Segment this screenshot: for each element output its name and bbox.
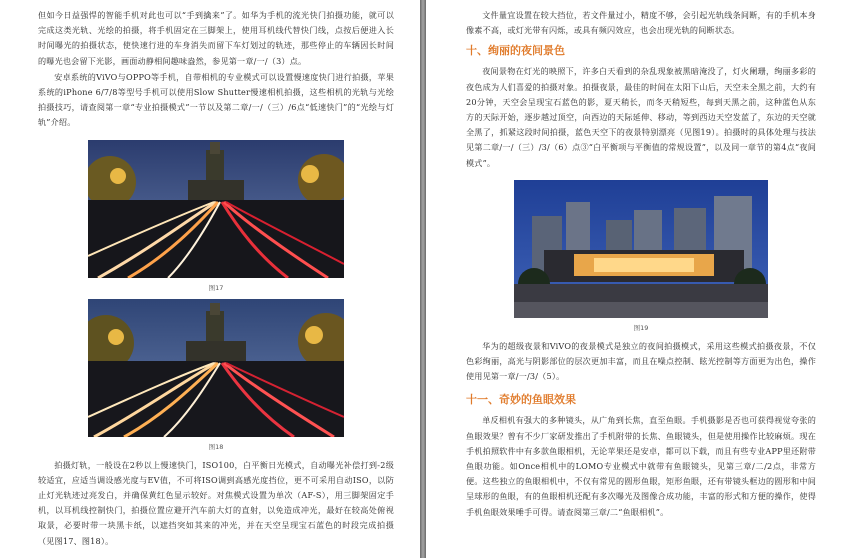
left-page bbox=[0, 0, 420, 558]
figure-18-caption: 图18 bbox=[208, 442, 224, 451]
right-paragraph-1: 文件量宜设置在较大挡位，若文件量过小，精度不够，会引起光轨线条间断，有的手机本身像素不高，或灯光带有闪烁，或具有频闪效应，也会出现光轨的间断状态。 bbox=[466, 10, 816, 36]
left-paragraph-2: 安卓系统的ViVO与OPPO等手机，自带相机的专业模式可以设置慢速度快门进行拍摄，苹果系统的iPhone 6/7/8等型号手机可以使用Slow Shutter慢速相机拍摄，这些相机的光轨与光绘拍摄技巧，请查阅第一章“专业拍摄模式”一节以及第二章/一/（三）/6点“低速快门”的“光绘与灯轨”介绍。 bbox=[38, 71, 394, 128]
left-paragraph-1: 但如今日益强悍的智能手机对此也可以“手到擒来”了。如华为手机的流光快门拍摄功能，就可以完成这类光轨、光绘的拍摄，将手机固定在三脚架上，使用耳机线代替快门线，点按后便进入长时间曝光的拍摄状态，使快速行进的车身消失而留下车灯划过的轨迹，那些停止的车辆因长时间的曝光也会留下光影，画面动静相间趣味盎然，参见第一章/一/（3）点。 bbox=[38, 10, 394, 66]
right-paragraph-3: 华为的超级夜景和ViVO的夜景模式是独立的夜间拍摄模式，采用这些模式拍摄夜景，不仅色彩绚丽，高光与阴影部位的层次更加丰富，而且在噪点控制、眩光控制等方面更为出色，操作使用见第一章/一/3/（5）。 bbox=[466, 340, 816, 382]
figure-18 bbox=[38, 299, 394, 452]
section-11-title: 十一、奇妙的鱼眼效果 bbox=[466, 393, 576, 407]
right-page bbox=[426, 0, 846, 558]
figure-19-caption: 图19 bbox=[633, 323, 649, 332]
right-paragraph-2: 夜间景物在灯光的映照下，许多白天看到的杂乱现象被黑暗淹没了，灯火阑珊，绚丽多彩的夜色成为人们喜爱的拍摄对象。拍摄夜景，最佳的时间在太阳下山后，天空未全黑之前，大约有20分钟，天空会呈现宝石蓝色的影，夏天稍长，而冬天稍短些，每到天黑之前，这种蓝色从东方的天际开始，逐步越过顶空，向西边的天际延伸、移动，等到西边天空发蓝了，东边的天空就全黑了，抓紧这段时间拍摄，蓝色天空下的夜景特别漂亮（见图19）。拍摄时的具体处理与技法见第二章/一/（三）/3/（6）点③“白平衡项与平衡值的常规设置”，以及同一章节的第4点“夜间模式”。 bbox=[466, 66, 816, 168]
right-paragraph-4: 单反相机有强大的多种镜头，从广角到长焦，直至鱼眼。手机摄影是否也可获得视觉夸张的鱼眼效果？曾有不少厂家研发推出了手机附带的长焦、鱼眼镜头，但是使用操作比较麻烦。现在手机拍照软件中有多款鱼眼相机，无论苹果还是安卓，都可以下载，而且有些专业APP里还附带鱼眼功能。如Once相机中的LOMO专业模式中就带有鱼眼镜头，见第三章/二/2点，非常方便。这些独立的鱼眼相机中，不仅有常见的圆形鱼眼，矩形鱼眼，还有带镜头框边的圆形和中间呈球形的鱼眼，有的鱼眼相机还配有多次曝光及图像合成功能，丰富的形式和方便的操作，使得手机鱼眼效果唾手可得。请查阅第三章/二“鱼眼相机”。 bbox=[466, 415, 816, 517]
light-trails-photo-1 bbox=[88, 140, 344, 278]
night-city-photo bbox=[514, 180, 768, 318]
figure-19 bbox=[466, 180, 816, 333]
light-trails-photo-2 bbox=[88, 299, 344, 437]
left-paragraph-3: 拍摄灯轨，一般设在2秒以上慢速快门，ISO100，白平衡日光模式，自动曝光补偿打到-2级较适宜，应适当调设感光度与EV值，不可将ISO调到高感光度挡位，更不可采用自动ISO，以防止灯光轨迹过亮发白，并确保黄红色显示较好。对焦模式设置为单次（AF-S），用三脚架固定手机，以耳机线控制快门，拍摄位置应避开汽车前大灯的直射，以免造成冲光，最好在较高处俯视取景，必要时带一块黑卡纸，以遮挡突如其来的冲光，并在天空呈现宝石蓝色的时段完成拍摄（见图17、图18）。 bbox=[38, 459, 394, 546]
section-10-title: 十、绚丽的夜间景色 bbox=[466, 44, 565, 58]
figure-17-caption: 图17 bbox=[208, 283, 224, 292]
figure-17 bbox=[38, 140, 394, 293]
